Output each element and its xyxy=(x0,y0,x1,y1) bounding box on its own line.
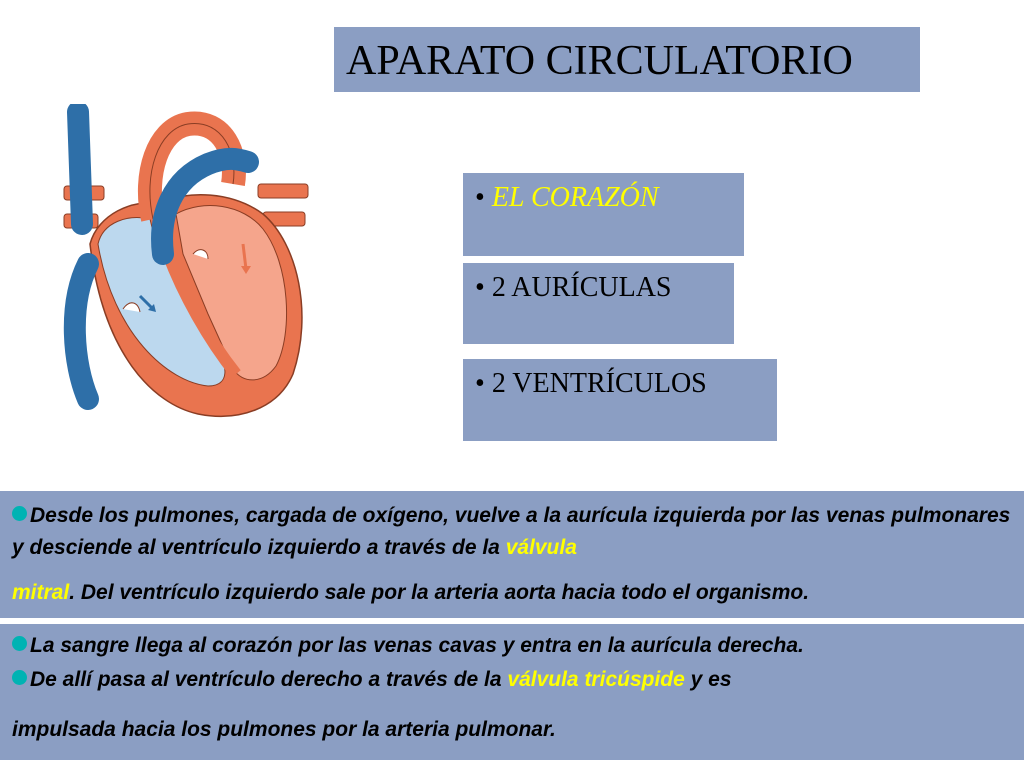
bullet-dot-icon xyxy=(12,670,27,685)
panel-1-text-b: . Del ventrículo izquierdo sale por la arteria aorta hacia todo el organismo. xyxy=(69,581,810,604)
bullet-dot-icon xyxy=(12,636,27,651)
bullet-box-ventriculos xyxy=(463,359,777,441)
panel-2-line-3-text: impulsada hacia los pulmones por la arteria pulmonar. xyxy=(12,718,556,741)
text-panel-1 xyxy=(0,491,1024,618)
panel-2-line-1 xyxy=(12,632,1014,660)
title-box xyxy=(334,27,920,92)
panel-2-line-2-text-a: De allí pasa al ventrículo derecho a través de la xyxy=(30,668,508,691)
panel-1-paragraph xyxy=(12,500,1014,564)
panel-2-line-3 xyxy=(12,716,1014,744)
panel-1-line-3 xyxy=(12,577,1014,609)
text-panel-2 xyxy=(0,624,1024,760)
bullet-mark: • xyxy=(475,182,485,213)
panel-1-highlight-b: mitral xyxy=(12,581,70,604)
bullet-text-auriculas: 2 AURÍCULAS xyxy=(491,272,672,303)
page-title: APARATO CIRCULATORIO xyxy=(346,38,853,84)
bullet-mark: • xyxy=(475,368,485,399)
bullet-text-ventriculos: 2 VENTRÍCULOS xyxy=(491,368,707,399)
panel-2-highlight: válvula tricúspide xyxy=(507,668,685,691)
bullet-box-auriculas xyxy=(463,263,734,344)
panel-2-line-1-text: La sangre llega al corazón por las venas cavas y entra en la aurícula derecha. xyxy=(30,634,804,657)
panel-2-line-2 xyxy=(12,666,1014,694)
panel-1-text-a: Desde los pulmones, cargada de oxígeno, vuelve a la aurícula izquierda por las venas pulmonares y desciende al ventrículo izquierdo a través de la xyxy=(12,504,1011,559)
panel-1-highlight-a: válvula xyxy=(505,536,577,559)
bullet-dot-icon xyxy=(12,506,27,521)
heart-diagram-icon xyxy=(58,104,316,422)
bullet-text-corazon: EL CORAZÓN xyxy=(491,182,659,213)
bullet-box-corazon xyxy=(463,173,744,256)
bullet-mark: • xyxy=(475,272,485,303)
panel-2-line-2-text-b: y es xyxy=(684,668,732,691)
